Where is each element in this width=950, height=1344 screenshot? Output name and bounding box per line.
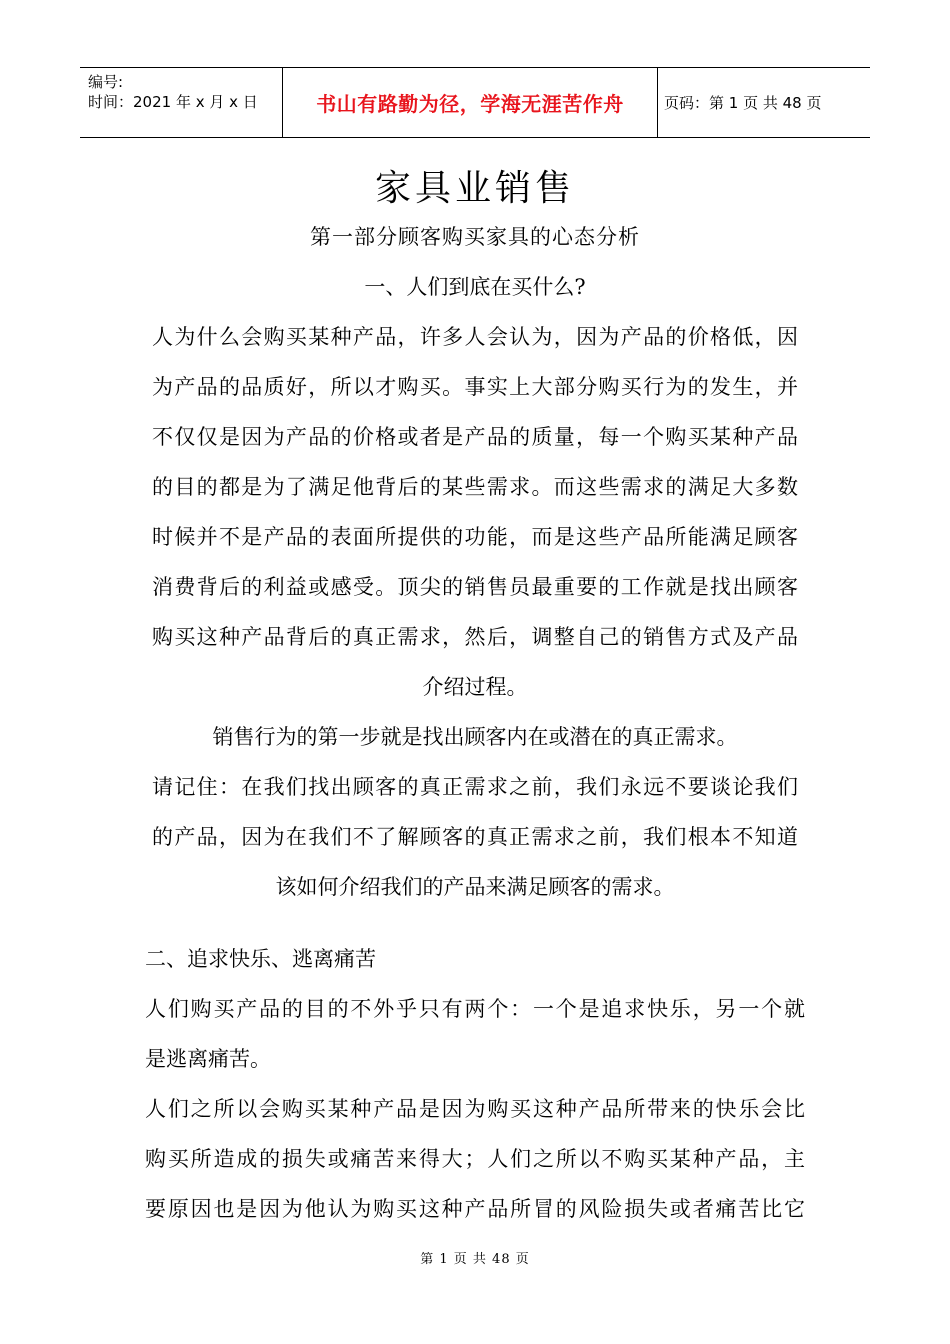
paragraph-line: 人们购买产品的目的不外乎只有两个：一个是追求快乐，另一个就	[145, 997, 805, 1021]
paragraph-line: 要原因也是因为他认为购买这种产品所冒的风险损失或者痛苦比它	[145, 1197, 805, 1221]
number-label: 编号:	[88, 73, 124, 91]
page-footer: 第 1 页 共 48 页	[420, 1252, 530, 1267]
paragraph-line: 的产品，因为在我们不了解顾客的真正需求之前，我们根本不知道	[152, 825, 798, 849]
document-header	[80, 67, 870, 138]
paragraph-line: 是逃离痛苦。	[145, 1047, 271, 1071]
paragraph-line: 为产品的品质好，所以才购买。事实上大部分购买行为的发生，并	[152, 375, 798, 399]
paragraph-line: 人为什么会购买某种产品，许多人会认为，因为产品的价格低，因	[152, 325, 798, 349]
section-heading-1: 一、人们到底在买什么?	[364, 275, 586, 299]
paragraph-line: 不仅仅是因为产品的价格或者是产品的质量，每一个购买某种产品	[152, 425, 798, 449]
section-heading-2: 二、追求快乐、逃离痛苦	[145, 947, 376, 971]
paragraph-line: 人们之所以会购买某种产品是因为购买这种产品所带来的快乐会比	[145, 1097, 805, 1121]
part-heading: 第一部分顾客购买家具的心态分析	[310, 225, 640, 249]
paragraph-line: 时候并不是产品的表面所提供的功能，而是这些产品所能满足顾客	[152, 525, 798, 549]
paragraph-line: 购买这种产品背后的真正需求，然后，调整自己的销售方式及产品	[152, 625, 798, 649]
header-page-info: 页码：第 1 页 共 48 页	[664, 94, 822, 112]
date-label: 时间：2021 年 x 月 x 日	[88, 93, 258, 111]
paragraph-line: 介绍过程。	[422, 675, 528, 699]
document-title: 家具业销售	[374, 168, 575, 209]
paragraph-line: 购买所造成的损失或痛苦来得大；人们之所以不购买某种产品，主	[145, 1147, 805, 1171]
header-meta	[80, 68, 282, 137]
paragraph-line: 请记住：在我们找出顾客的真正需求之前，我们永远不要谈论我们	[152, 775, 798, 799]
paragraph-line: 销售行为的第一步就是找出顾客内在或潜在的真正需求。	[212, 725, 738, 749]
header-motto: 书山有路勤为径，学海无涯苦作舟	[282, 68, 658, 137]
paragraph-line: 消费背后的利益或感受。顶尖的销售员最重要的工作就是找出顾客	[152, 575, 798, 599]
paragraph-line: 该如何介绍我们的产品来满足顾客的需求。	[275, 875, 675, 899]
paragraph-line: 的目的都是为了满足他背后的某些需求。而这些需求的满足大多数	[152, 475, 798, 499]
